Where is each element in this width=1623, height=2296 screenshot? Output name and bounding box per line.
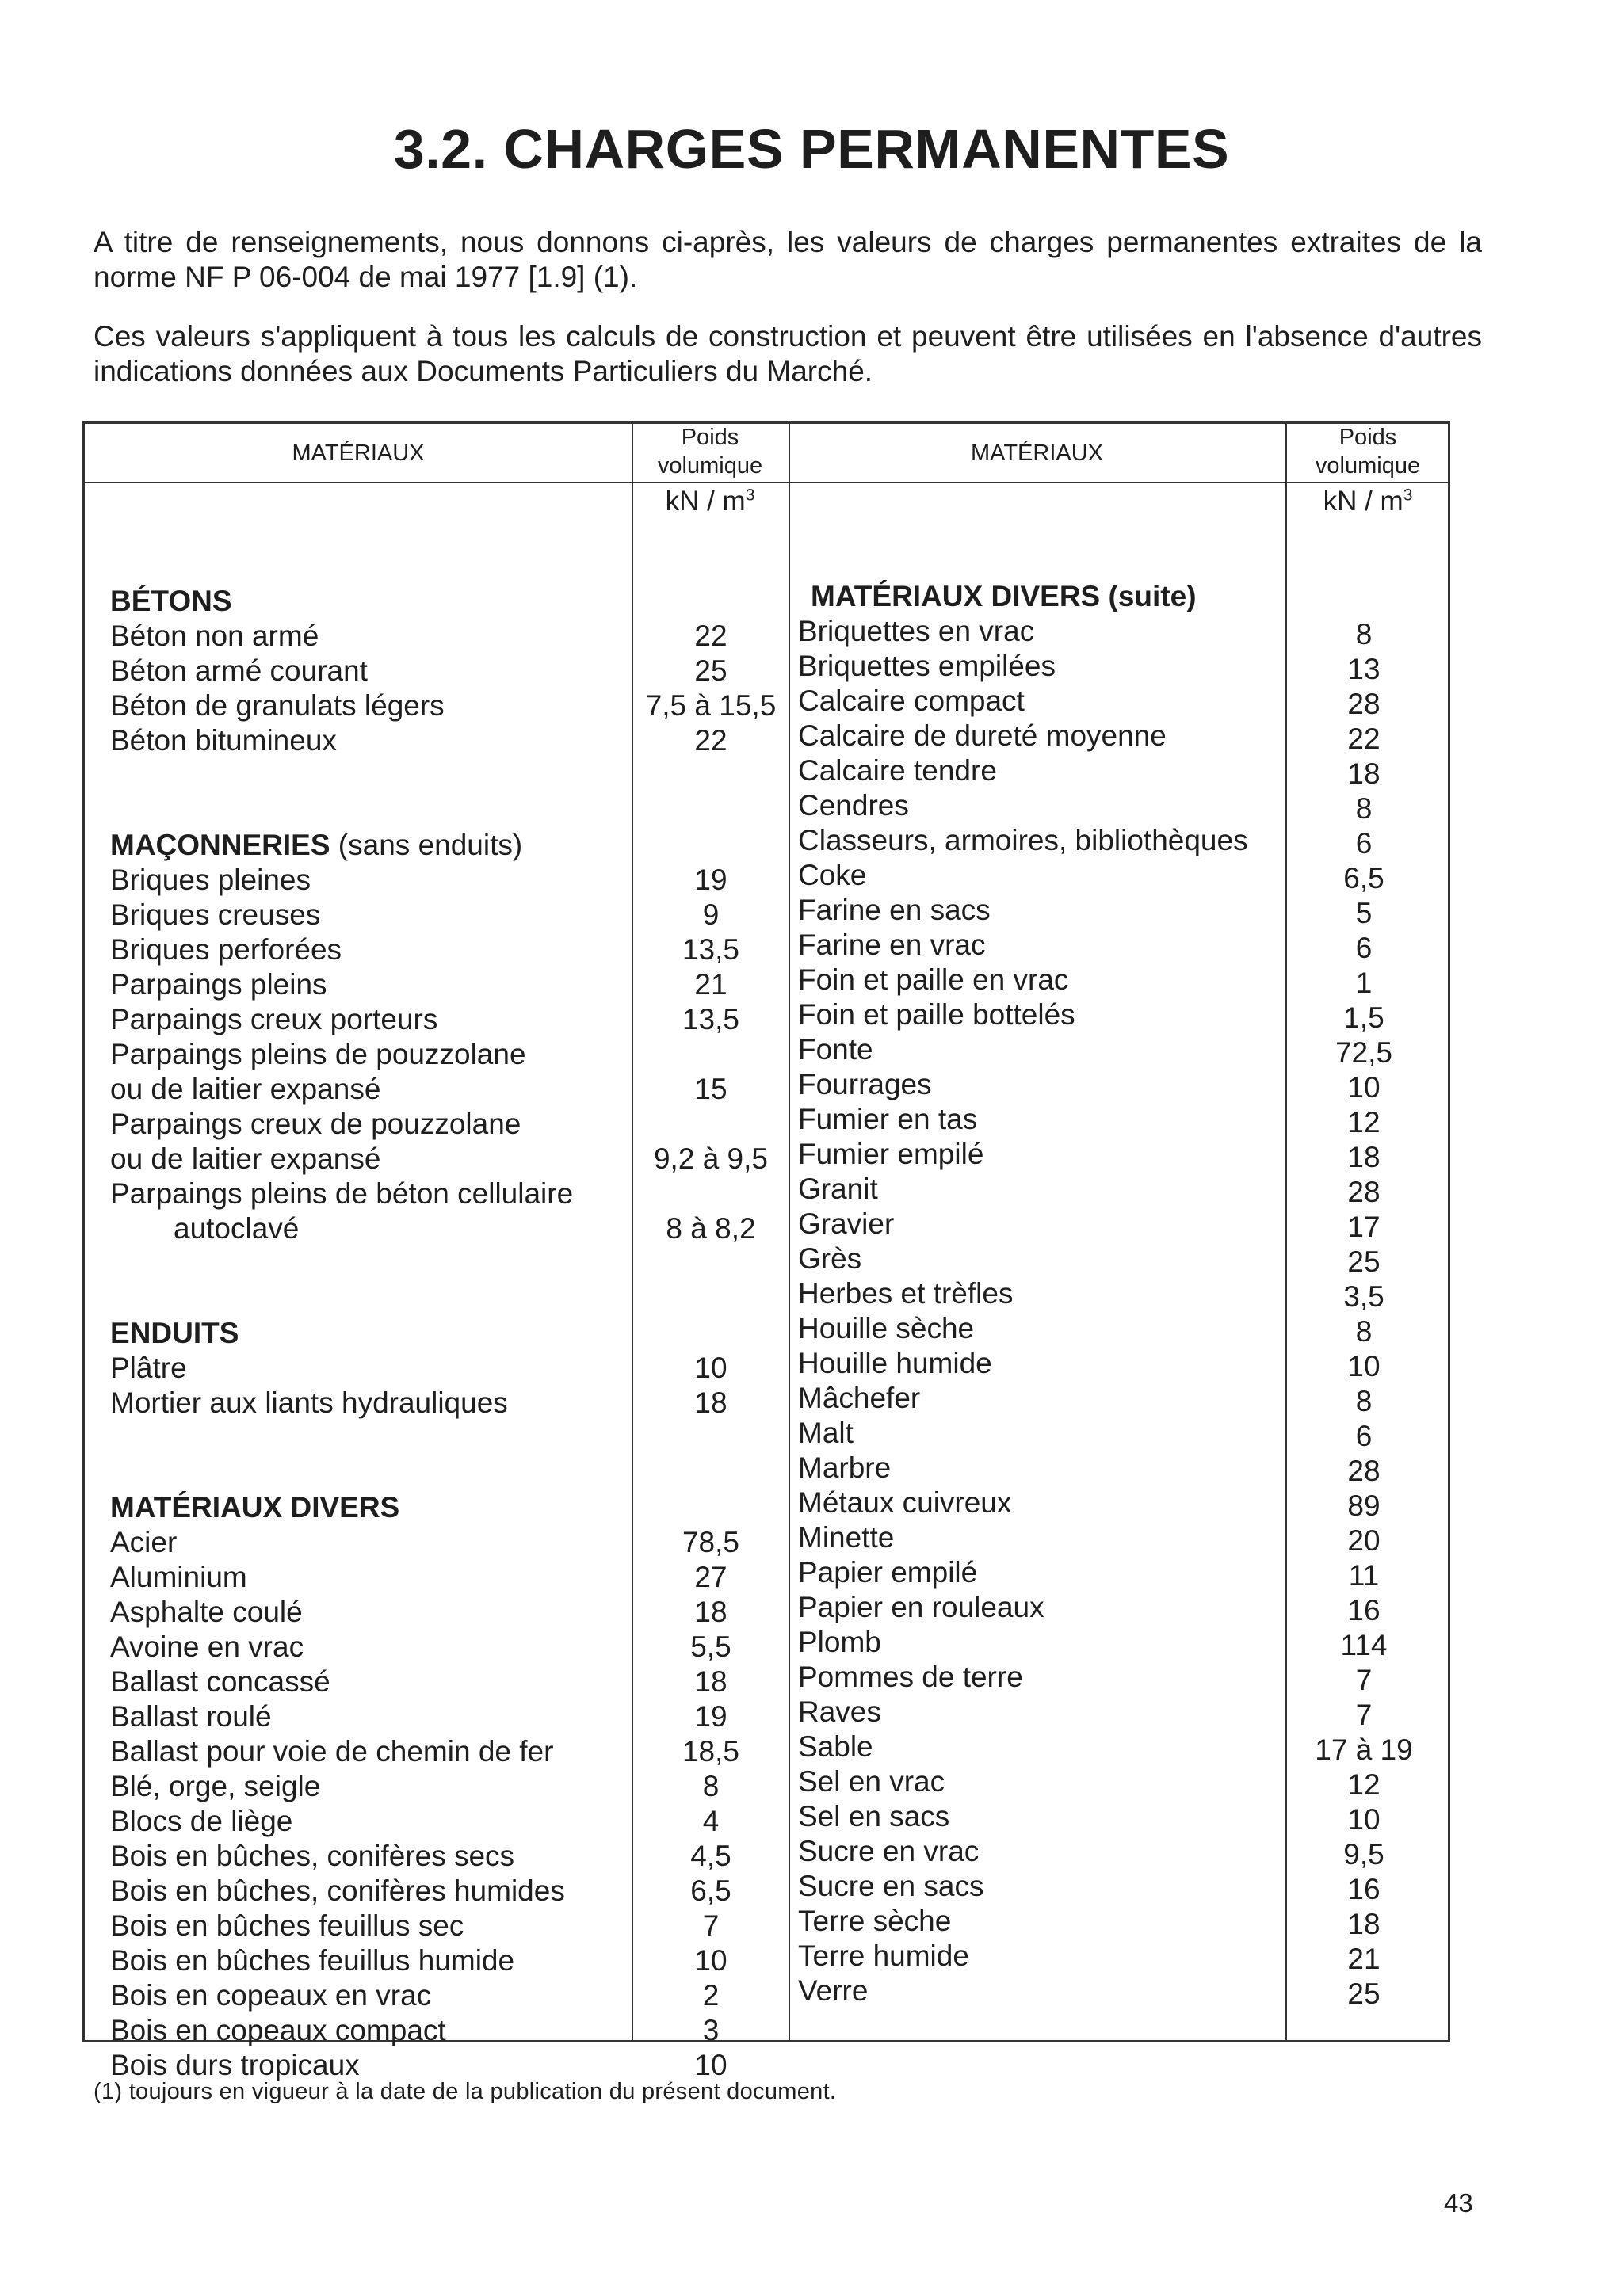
material-name: Briquettes empilées	[798, 650, 1056, 682]
weight-value: 10	[694, 1352, 727, 1384]
table-row	[708, 1555, 1453, 1590]
intro-paragraph-2: Ces valeurs s'appliquent à tous les calculs de construction et peuvent être utilisées en l'absence d'autres indications données aux Documents Particuliers du Marché.	[94, 320, 1482, 387]
table-row	[85, 1107, 633, 1142]
table-row	[708, 1974, 1453, 2008]
table-row	[85, 898, 720, 933]
weight-value: 6	[1355, 827, 1373, 860]
weight-value: 10	[694, 1944, 727, 1977]
material-name: Cendres	[798, 789, 909, 822]
material-name: Ballast pour voie de chemin de fer	[110, 1735, 554, 1768]
table-row	[708, 1939, 1453, 1974]
weight-value: 22	[694, 620, 727, 652]
weight-value: 12	[1347, 1768, 1381, 1801]
material-name: Malt	[798, 1417, 854, 1449]
material-name: Foin et paille bottelés	[798, 998, 1075, 1031]
table-row	[85, 1177, 633, 1211]
material-name: Parpaings creux porteurs	[110, 1003, 438, 1035]
material-name: Métaux cuivreux	[798, 1486, 1012, 1519]
page-number: 43	[1444, 2188, 1473, 2218]
weight-value: 6,5	[690, 1875, 731, 1907]
material-name: Briques creuses	[110, 898, 321, 931]
header-divider	[85, 482, 1448, 483]
weight-value: 13,5	[682, 933, 739, 966]
material-name: Gravier	[798, 1207, 895, 1240]
table-row	[708, 997, 1453, 1032]
table-row	[85, 1351, 727, 1386]
material-name: Bois durs tropicaux	[110, 2049, 360, 2081]
section-heading-text	[110, 828, 522, 863]
weight-value: 19	[694, 864, 727, 896]
section-heading	[85, 828, 633, 863]
section-heading-bold: BÉTONS	[110, 585, 232, 617]
table-row	[85, 619, 727, 654]
material-name: Foin et paille en vrac	[798, 963, 1069, 996]
weight-value: 8	[702, 1770, 720, 1802]
table-row	[708, 1346, 1453, 1381]
table-row	[85, 1211, 756, 1246]
material-name: Asphalte coulé	[110, 1596, 303, 1628]
material-name: Calcaire compact	[798, 685, 1025, 717]
weight-value: 7	[1355, 1664, 1373, 1696]
blank-row	[85, 758, 633, 793]
blank-row	[85, 549, 633, 584]
material-name: Sel en vrac	[798, 1765, 945, 1798]
material-name: Terre sèche	[798, 1905, 952, 1937]
material-name: Mortier aux liants hydrauliques	[110, 1386, 508, 1419]
section-heading-text	[110, 1490, 399, 1525]
weight-value: 4,5	[690, 1840, 731, 1872]
weight-value: 28	[1347, 1176, 1381, 1208]
table-row	[708, 963, 1453, 997]
material-name: ou de laitier expansé	[110, 1142, 381, 1175]
table-row	[708, 823, 1453, 858]
table-row	[708, 1137, 1453, 1172]
weight-value: 18,5	[682, 1735, 739, 1768]
left-column	[85, 549, 777, 2083]
table-row	[708, 1590, 1453, 1625]
material-name: Calcaire de dureté moyenne	[798, 719, 1167, 752]
weight-value: 4	[702, 1805, 720, 1837]
weight-value: 13	[1347, 653, 1381, 685]
table-row	[708, 858, 1453, 893]
weight-value: 78,5	[682, 1526, 739, 1558]
section-heading	[708, 579, 1453, 614]
weight-value: 18	[694, 1596, 727, 1628]
table-row	[85, 2048, 727, 2083]
material-name: Ballast roulé	[110, 1700, 272, 1733]
material-name: autoclavé	[174, 1212, 300, 1245]
weight-value: 8	[1355, 1315, 1373, 1348]
weight-value: 1	[1355, 967, 1373, 999]
table-row	[708, 1660, 1453, 1695]
material-name: Fumier empilé	[798, 1138, 984, 1170]
material-name: Sucre en vrac	[798, 1835, 980, 1867]
blank-row	[85, 793, 633, 828]
weight-value: 10	[1347, 1071, 1381, 1104]
weight-value: 5,5	[690, 1630, 731, 1663]
table-row	[708, 1764, 1453, 1799]
table-row	[85, 1002, 739, 1037]
table-row	[708, 1032, 1453, 1067]
weight-value: 7,5 à 15,5	[645, 689, 777, 722]
header-material-right: MATÉRIAUX	[970, 441, 1104, 466]
header-material-left: MATÉRIAUX	[292, 441, 425, 466]
table-row	[708, 1904, 1453, 1939]
table-row	[85, 654, 727, 688]
table-row	[85, 1909, 720, 1943]
weight-value: 21	[694, 968, 727, 1001]
material-name: Bois en bûches, conifères humides	[110, 1875, 565, 1907]
material-name: Minette	[798, 1521, 895, 1554]
weight-value: 89	[1347, 1489, 1381, 1522]
table-row	[708, 1067, 1453, 1102]
section-heading-text	[110, 584, 232, 619]
material-name: Plâtre	[110, 1352, 187, 1384]
page-title: 3.2. CHARGES PERMANENTES	[393, 118, 1230, 180]
section-heading-text	[110, 1316, 239, 1351]
table-row	[85, 1560, 727, 1595]
material-name: Farine en vrac	[798, 929, 986, 961]
table-row	[708, 1416, 1453, 1451]
weight-value: 6,5	[1343, 862, 1384, 894]
weight-value: 72,5	[1335, 1036, 1392, 1069]
table-row	[708, 1695, 1453, 1730]
material-name: Raves	[798, 1695, 881, 1728]
material-name: Herbes et trèfles	[798, 1277, 1014, 1310]
weight-value: 11	[1348, 1559, 1380, 1592]
weight-value: 16	[1347, 1594, 1381, 1627]
header-weight-line2: volumique	[1315, 453, 1421, 479]
weight-value: 18	[694, 1386, 727, 1419]
weight-value: 28	[1347, 1455, 1381, 1487]
material-name: Sel en sacs	[798, 1800, 950, 1833]
blank-row	[85, 1421, 633, 1455]
weight-value: 8	[1355, 792, 1373, 825]
weight-value: 6	[1355, 932, 1373, 964]
table-row	[85, 1804, 720, 1839]
table-row	[85, 863, 727, 898]
table-row	[85, 1839, 731, 1874]
table-row	[708, 1207, 1453, 1241]
weight-value: 1,5	[1343, 1001, 1384, 1034]
section-heading	[85, 1316, 633, 1351]
table-row	[85, 1769, 720, 1804]
section-heading-text	[811, 579, 1197, 614]
blank-row	[85, 1281, 633, 1316]
material-name: Parpaings creux de pouzzolane	[110, 1108, 521, 1140]
weight-value: 21	[1347, 1943, 1381, 1975]
unit-label-right: kN / $m^3$	[1323, 486, 1413, 517]
weight-value: 22	[694, 724, 727, 757]
material-name: Calcaire tendre	[798, 754, 997, 787]
section-heading	[85, 584, 633, 619]
table-row	[85, 2013, 720, 2048]
table-row	[85, 1734, 739, 1769]
material-name: Béton bitumineux	[110, 724, 337, 757]
table-row	[708, 893, 1453, 928]
weight-value: 18	[1347, 1141, 1381, 1173]
table-row	[708, 719, 1453, 753]
weight-value: 5	[1355, 897, 1373, 929]
table-row	[708, 1172, 1453, 1207]
weight-value: 2	[702, 1979, 720, 2012]
table-row	[708, 1311, 1453, 1346]
material-name: Bois en bûches feuillus humide	[110, 1944, 515, 1977]
table-row	[85, 1943, 727, 1978]
material-name: Classeurs, armoires, bibliothèques	[798, 824, 1248, 856]
table-row	[708, 1625, 1453, 1660]
material-name: Houille humide	[798, 1347, 992, 1379]
table-row	[85, 967, 727, 1002]
blank-row	[85, 1246, 633, 1281]
material-name: Béton armé courant	[110, 654, 368, 687]
table-row	[708, 788, 1453, 823]
weight-value: 19	[694, 1700, 727, 1733]
section-heading-bold: MAÇONNERIES	[110, 829, 330, 861]
material-name: Bois en bûches feuillus sec	[110, 1909, 464, 1942]
table-row	[708, 1241, 1453, 1276]
weight-value: 114	[1340, 1629, 1388, 1661]
weight-value: 10	[1347, 1803, 1381, 1836]
material-name: Plomb	[798, 1626, 881, 1658]
material-name: Avoine en vrac	[110, 1630, 304, 1663]
material-name: Bois en copeaux compact	[110, 2014, 446, 2046]
weight-value: 25	[694, 654, 727, 687]
weight-value: 9,2 à 9,5	[653, 1142, 768, 1175]
material-name: Pommes de terre	[798, 1661, 1023, 1693]
table-row	[708, 1869, 1453, 1904]
weight-value: 8	[1355, 618, 1373, 650]
material-name: Marbre	[798, 1451, 892, 1484]
weight-value: 8 à 8,2	[666, 1212, 756, 1245]
weight-value: 3,5	[1343, 1280, 1384, 1313]
table-row	[708, 1381, 1453, 1416]
material-name: Terre humide	[798, 1939, 969, 1972]
weight-value: 3	[702, 2014, 720, 2046]
weight-value: 17 à 19	[1315, 1733, 1413, 1766]
footnote: (1) toujours en vigueur à la date de la publication du présent document.	[94, 2079, 837, 2104]
material-name: Sable	[798, 1730, 873, 1763]
table-row	[85, 1978, 720, 2013]
material-name: Mâchefer	[798, 1382, 921, 1414]
material-name: Fumier en tas	[798, 1103, 978, 1135]
table-row	[85, 1037, 633, 1072]
blank-row	[708, 544, 1453, 579]
weight-value: 25	[1347, 1978, 1381, 2010]
blank-row	[85, 1455, 633, 1490]
table-row	[708, 1730, 1453, 1764]
right-column	[708, 544, 1453, 2008]
material-name: Briquettes en vrac	[798, 615, 1035, 647]
weight-value: 27	[694, 1561, 727, 1593]
weight-value: 15	[694, 1073, 727, 1105]
weight-value: 6	[1355, 1420, 1373, 1452]
table-row	[708, 1451, 1453, 1486]
weight-value: 25	[1347, 1245, 1381, 1278]
material-name: Houille sèche	[798, 1312, 975, 1344]
section-heading-bold: MATÉRIAUX DIVERS (suite)	[811, 580, 1197, 612]
table-row	[708, 928, 1453, 963]
weight-value: 10	[694, 2049, 727, 2081]
weight-value: 7	[702, 1909, 720, 1942]
weight-value: 18	[1347, 1908, 1381, 1940]
weight-value: 9,5	[1343, 1838, 1384, 1871]
table-row	[85, 1665, 727, 1699]
material-name: Acier	[110, 1526, 178, 1558]
header-weight-line1: Poids	[1338, 425, 1397, 450]
weight-value: 28	[1347, 688, 1381, 720]
header-weight-left	[632, 424, 789, 479]
header-weight-line1: Poids	[681, 425, 739, 450]
material-name: Ballast concassé	[110, 1665, 330, 1698]
material-name: Briques pleines	[110, 864, 311, 896]
weight-value: 22	[1347, 723, 1381, 755]
material-name: Coke	[798, 859, 867, 891]
unit-label-left: kN / $m^3$	[665, 486, 755, 517]
section-heading-bold: ENDUITS	[110, 1317, 239, 1349]
table-row	[85, 1525, 739, 1560]
table-row	[708, 1520, 1453, 1555]
table-row	[708, 1834, 1453, 1869]
table-row	[708, 684, 1453, 719]
weight-value: 10	[1347, 1350, 1381, 1383]
material-name: Aluminium	[110, 1561, 247, 1593]
weight-value: 16	[1347, 1873, 1381, 1905]
table-row	[85, 1386, 727, 1421]
material-name: Grès	[798, 1242, 862, 1275]
table-row	[85, 1874, 731, 1909]
table-row	[708, 1276, 1453, 1311]
weight-value: 20	[1347, 1524, 1381, 1557]
table-row	[85, 1072, 727, 1107]
weight-value: 7	[1355, 1699, 1373, 1731]
material-name: Parpaings pleins de pouzzolane	[110, 1038, 526, 1070]
weight-value: 8	[1355, 1385, 1373, 1417]
table-row	[708, 1799, 1453, 1834]
charges-table	[82, 421, 1450, 2081]
material-name: Papier en rouleaux	[798, 1591, 1044, 1623]
weight-value: 9	[702, 898, 720, 931]
section-heading-suffix: (sans enduits)	[330, 829, 523, 861]
material-name: Béton de granulats légers	[110, 689, 445, 722]
section-heading	[85, 1490, 633, 1525]
material-name: Blocs de liège	[110, 1805, 293, 1837]
material-name: Parpaings pleins de béton cellulaire	[110, 1177, 574, 1210]
weight-value: 13,5	[682, 1003, 739, 1035]
header-weight-right	[1285, 424, 1450, 479]
material-name: Bois en copeaux en vrac	[110, 1979, 432, 2012]
material-name: Béton non armé	[110, 620, 319, 652]
header-weight-line2: volumique	[657, 453, 763, 479]
material-name: Papier empilé	[798, 1556, 978, 1589]
section-heading-bold: MATÉRIAUX DIVERS	[110, 1491, 400, 1524]
weight-value: 12	[1347, 1106, 1381, 1138]
material-name: Blé, orge, seigle	[110, 1770, 321, 1802]
weight-value: 18	[694, 1665, 727, 1698]
material-name: Sucre en sacs	[798, 1870, 984, 1902]
material-name: Briques perforées	[110, 933, 342, 966]
table-row	[708, 753, 1453, 788]
material-name: Verre	[798, 1974, 869, 2007]
table-row	[85, 1630, 731, 1665]
material-name: Parpaings pleins	[110, 968, 327, 1001]
table-row	[708, 1102, 1453, 1137]
intro-paragraph-1: A titre de renseignements, nous donnons ci-après, les valeurs de charges permanentes extraites de la norme NF P 06-004 de mai 1977 [1.9] (1).	[94, 226, 1482, 293]
table-row	[85, 1595, 727, 1630]
material-name: Farine en sacs	[798, 894, 991, 926]
table-row	[708, 614, 1453, 649]
table-row	[85, 933, 739, 967]
table-row	[85, 723, 727, 758]
table-row	[85, 688, 777, 723]
material-name: Granit	[798, 1173, 878, 1205]
table-row	[85, 1699, 727, 1734]
material-name: Fonte	[798, 1033, 873, 1066]
weight-value: 17	[1347, 1211, 1381, 1243]
table-row	[708, 1486, 1453, 1520]
table-row	[708, 649, 1453, 684]
weight-value: 18	[1347, 757, 1381, 790]
material-name: ou de laitier expansé	[110, 1073, 381, 1105]
table-row	[85, 1142, 768, 1177]
material-name: Fourrages	[798, 1068, 932, 1100]
material-name: Bois en bûches, conifères secs	[110, 1840, 515, 1872]
